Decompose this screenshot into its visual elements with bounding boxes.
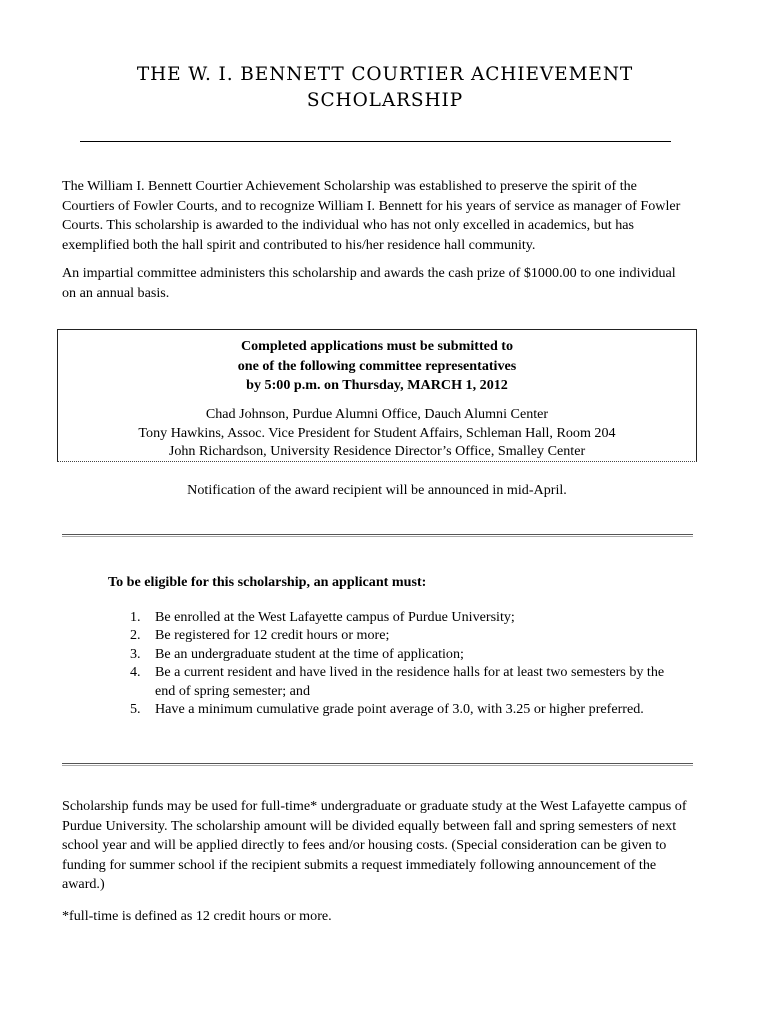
title-line-1: THE W. I. BENNETT COURTIER ACHIEVEMENT	[136, 64, 634, 85]
deadline-line: Completed applications must be submitted to	[240, 338, 514, 354]
submission-deadline	[58, 337, 696, 396]
deadline-line: one of the following committee representatives	[237, 357, 517, 374]
section-divider	[62, 534, 693, 537]
list-item-text: Be enrolled at the West Lafayette campus of Purdue University;	[155, 609, 515, 625]
intro-paragraph: The William I. Bennett Courtier Achievement Scholarship was established to preserve the spirit of the Courtiers of Fowler Courts, and to recognize William I. Bennett for his years of service as manager of Fowler Courts. This scholarship is awarded to the individual who has not only excelled in academics, but has exemplified both the hall spirit and contributed to his/her residence hall community.	[62, 178, 681, 253]
committee-representatives	[58, 405, 696, 461]
list-item-text: Be registered for 12 credit hours or more;	[155, 627, 390, 644]
committee-paragraph: An impartial committee administers this scholarship and awards the cash prize of $1000.00 to one individual on an annual basis.	[62, 265, 676, 301]
title-divider	[80, 141, 671, 142]
list-item	[130, 608, 670, 626]
list-item	[130, 626, 670, 644]
list-item-number: 3.	[130, 645, 141, 662]
deadline-box	[57, 329, 697, 462]
representative-john-richardson: John Richardson, University Residence Director’s Office, Smalley Center	[168, 443, 586, 459]
deadline-line: by 5:00 p.m. on Thursday, MARCH 1, 2012	[246, 377, 508, 393]
funding-paragraph: Scholarship funds may be used for full-time* undergraduate or graduate study at the West Lafayette campus of Purdue University. The scholarship amount will be divided equally between fall and spring semesters of next school year and will be applied directly to fees and/or housing costs. (Special consideration can be given to funding for summer school if the recipient submits a request immediately following announcement of the award.)	[62, 798, 687, 892]
list-item-text: Be an undergraduate student at the time of application;	[155, 645, 464, 662]
list-item-text: Have a minimum cumulative grade point average of 3.0, with 3.25 or higher preferred.	[155, 701, 644, 718]
eligibility-list	[130, 608, 670, 718]
list-item-number: 5.	[130, 701, 141, 718]
eligibility-heading: To be eligible for this scholarship, an applicant must:	[108, 574, 427, 590]
list-item-number: 4.	[130, 664, 141, 681]
list-item-number: 2.	[130, 627, 141, 644]
notification-text: Notification of the award recipient will be announced in mid-April.	[187, 482, 567, 498]
list-item-text: Be a current resident and have lived in the residence halls for at least two semesters by the end of spring semester; and	[155, 664, 665, 699]
page-title	[60, 62, 710, 114]
list-item	[130, 700, 670, 718]
section-divider	[62, 763, 693, 766]
list-item	[130, 645, 670, 663]
representative-chad-johnson: Chad Johnson, Purdue Alumni Office, Dauch Alumni Center	[205, 406, 549, 422]
footnote: *full-time is defined as 12 credit hours or more.	[62, 908, 332, 924]
representative-tony-hawkins: Tony Hawkins, Assoc. Vice President for Student Affairs, Schleman Hall, Room 204	[138, 424, 616, 441]
list-item-number: 1.	[130, 609, 141, 625]
title-line-2: SCHOLARSHIP	[306, 90, 464, 111]
list-item	[130, 663, 670, 700]
